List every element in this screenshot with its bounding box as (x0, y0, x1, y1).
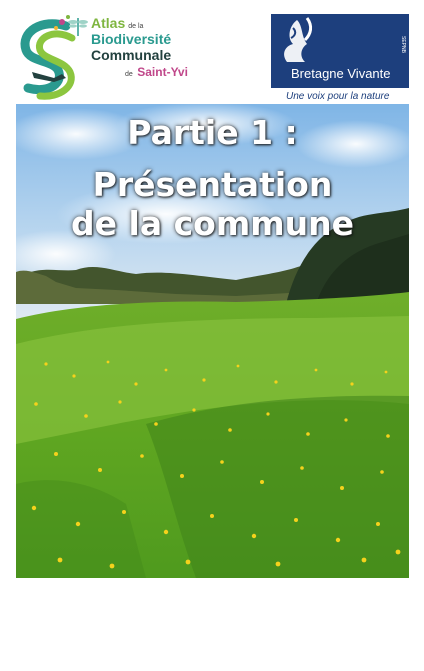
abc-logo (14, 14, 194, 100)
abc-logo-biodiversite: Biodiversité (91, 31, 172, 47)
abc-logo-atlas: Atlas (91, 15, 126, 31)
title-line-partie: Partie 1 : (127, 113, 298, 152)
page-title (16, 114, 409, 243)
title-line-commune: de la commune (71, 203, 354, 243)
bv-name: Bretagne Vivante (291, 66, 391, 81)
cover-photo (16, 104, 409, 671)
footer-divider (30, 662, 102, 663)
abc-emblem-icon (14, 14, 92, 100)
abc-logo-saint-yvi: Saint-Yvi (137, 65, 188, 79)
abc-logo-text (91, 16, 188, 80)
bv-tagline: Une voix pour la nature (286, 91, 390, 102)
footer-text: Atlas de la biodiversité Communale de Saint-Yvi (30, 665, 158, 671)
abc-logo-communale: Communale (91, 47, 172, 63)
bv-vertical-text: SEPNB (400, 36, 406, 53)
abc-logo-de: de (125, 71, 133, 78)
bretagne-vivante-logo (271, 14, 409, 88)
abc-logo-de-la: de la (128, 23, 144, 30)
title-line-presentation: Présentation (92, 165, 333, 205)
